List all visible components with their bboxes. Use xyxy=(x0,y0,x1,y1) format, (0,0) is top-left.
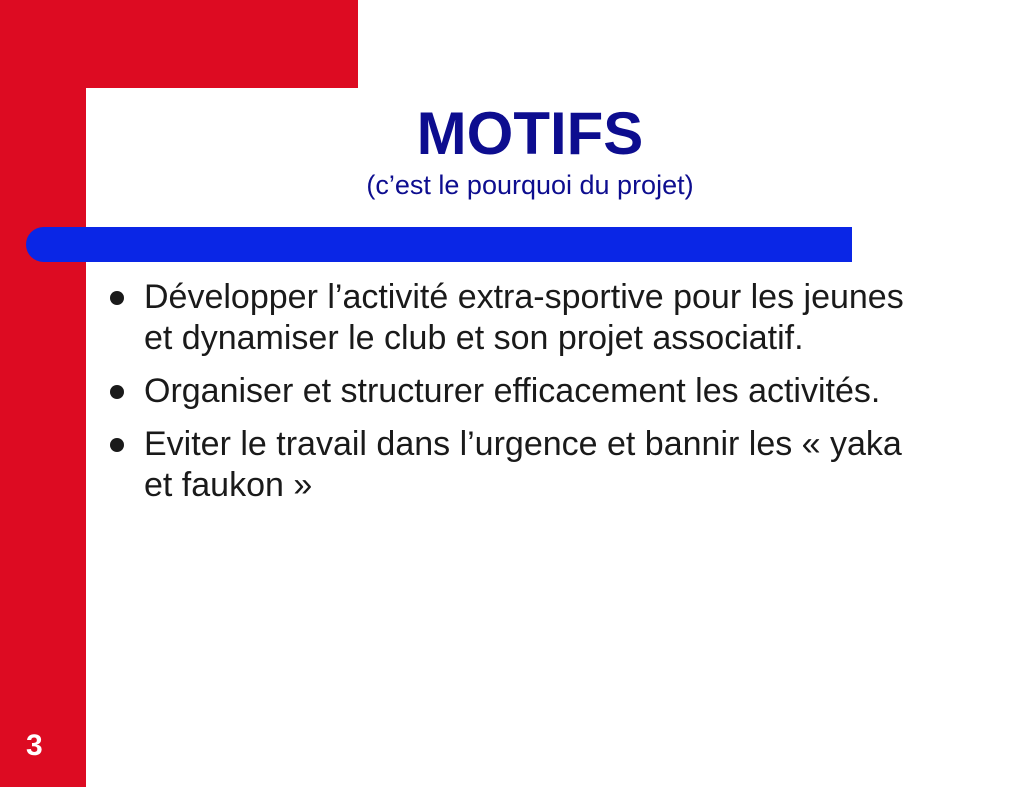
bullet-dot-icon xyxy=(110,291,124,305)
bullet-item xyxy=(106,424,926,506)
bullet-dot-icon xyxy=(110,438,124,452)
title-divider-bar xyxy=(26,227,852,262)
bullet-text: Eviter le travail dans l’urgence et bannir les « yaka et faukon » xyxy=(144,425,902,504)
bullet-text: Développer l’activité extra-sportive pour les jeunes et dynamiser le club et son projet associatif. xyxy=(144,278,904,357)
bullet-item xyxy=(106,371,926,412)
bullet-item xyxy=(106,277,926,359)
bullet-list xyxy=(106,277,926,518)
red-frame-top xyxy=(0,0,358,88)
slide-subtitle: (c’est le pourquoi du projet) xyxy=(366,170,694,200)
slide-title: MOTIFS xyxy=(416,100,644,167)
bullet-text: Organiser et structurer efficacement les activités. xyxy=(144,372,881,410)
bullet-dot-icon xyxy=(110,385,124,399)
page-number: 3 xyxy=(26,729,43,762)
